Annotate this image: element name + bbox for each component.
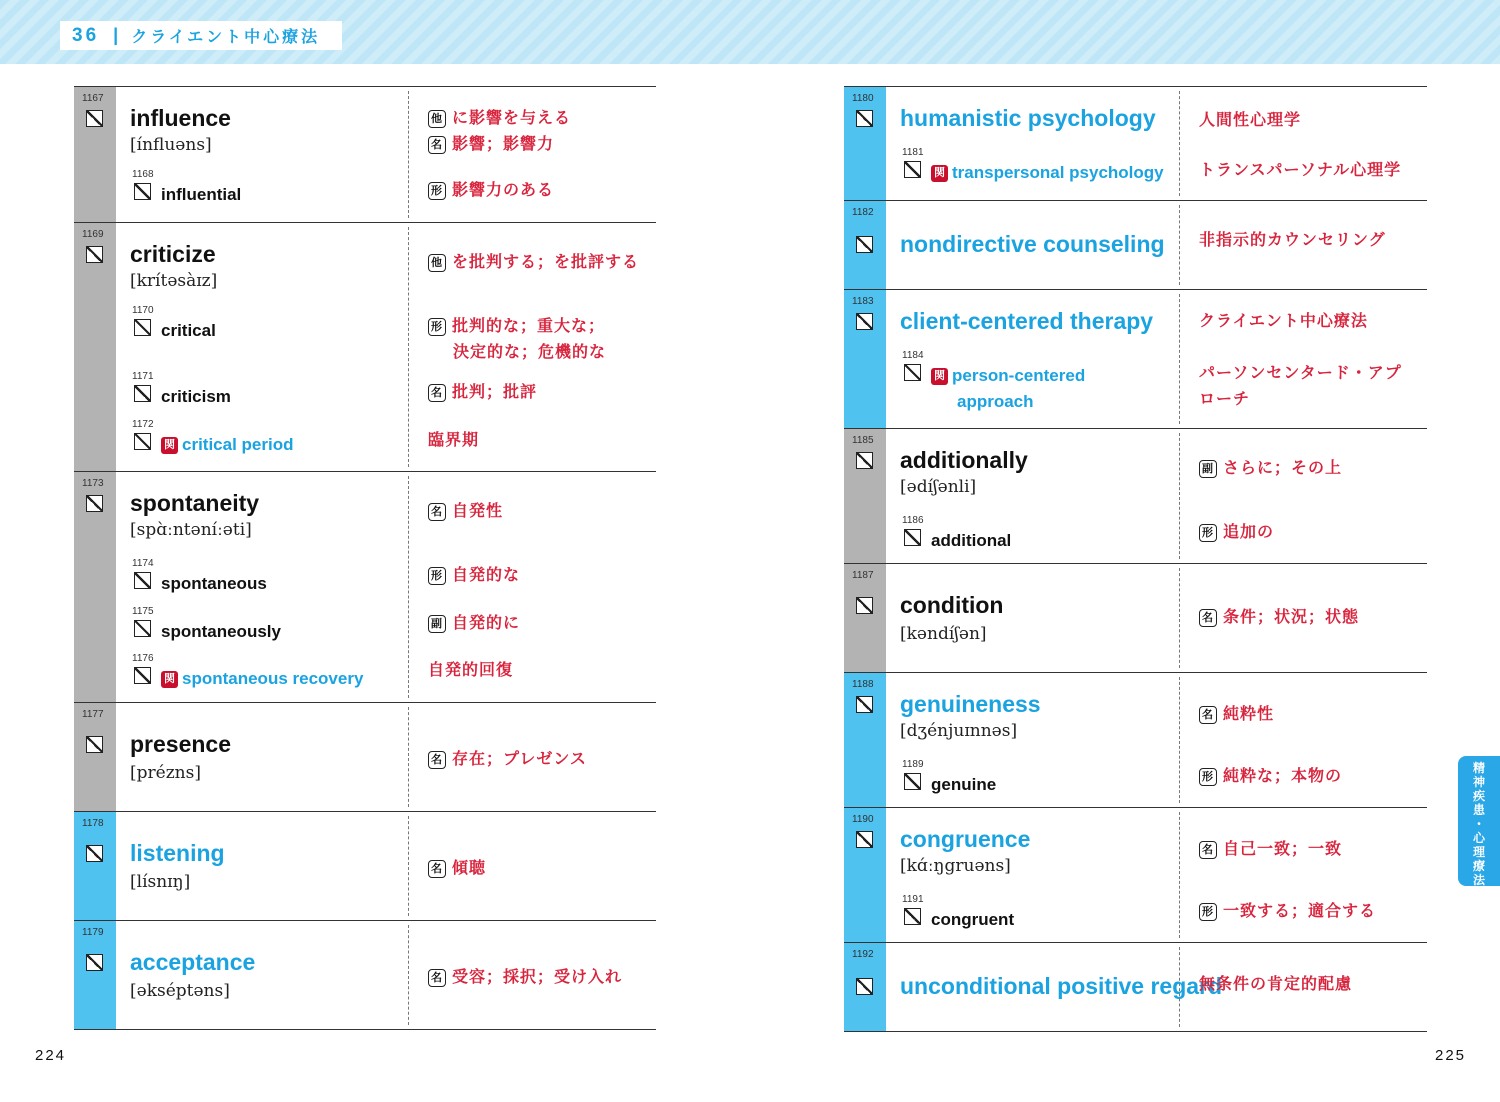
sub-definition <box>428 177 554 203</box>
definition-text: 無条件の肯定的配慮 <box>1199 974 1353 993</box>
sub-definition <box>1199 763 1342 789</box>
sub-entry <box>931 528 1011 554</box>
checkbox[interactable] <box>856 597 873 614</box>
column-divider <box>1179 812 1180 938</box>
entry-number: 1178 <box>82 818 104 829</box>
side-tab-char: 疾 <box>1472 789 1485 803</box>
sub-checkbox[interactable] <box>134 183 151 200</box>
entry-row <box>74 86 656 223</box>
entry-row <box>74 703 656 812</box>
definition-text: 自発性 <box>452 501 504 520</box>
right-page-table <box>844 86 1427 1032</box>
sub-checkbox[interactable] <box>904 908 921 925</box>
sub-entry-text: spontaneous recovery <box>182 669 364 688</box>
checkbox[interactable] <box>86 736 103 753</box>
sub-entry-text: congruent <box>931 910 1015 929</box>
sub-entry-number: 1175 <box>132 606 154 617</box>
related-badge: 関 <box>931 368 948 385</box>
definition <box>428 498 503 524</box>
column-divider <box>1179 677 1180 803</box>
headword: criticize <box>130 241 216 267</box>
definition-text: 自己一致；一致 <box>1223 839 1343 858</box>
chapter-label <box>60 21 342 50</box>
sub-entry <box>161 182 241 208</box>
entry-strip <box>74 223 116 471</box>
sub-entry-text: criticism <box>161 387 231 406</box>
entry-row <box>844 564 1427 673</box>
pronunciation: [prézns] <box>130 763 201 783</box>
column-divider <box>408 816 409 916</box>
definition-text: に影響を与える <box>452 108 572 127</box>
left-page-table <box>74 86 656 1030</box>
headword: presence <box>130 731 232 757</box>
pos-badge: 名 <box>428 503 446 521</box>
entry-row <box>844 429 1427 564</box>
sub-entry-text: influential <box>161 185 242 204</box>
pronunciation: [əkséptəns] <box>130 981 230 1001</box>
sub-entry-text: critical period <box>182 435 294 454</box>
side-tab-char: 心 <box>1472 831 1485 845</box>
checkbox[interactable] <box>86 954 103 971</box>
entry-row <box>844 201 1427 290</box>
entry-strip <box>844 943 886 1031</box>
sub-definition-text: 批判；批評 <box>452 382 538 401</box>
entry-number: 1185 <box>852 435 874 446</box>
entry-row <box>74 812 656 921</box>
sub-entry <box>161 318 216 344</box>
sub-definition-continued: ローチ <box>1199 389 1251 408</box>
definition-text: 人間性心理学 <box>1199 110 1302 129</box>
pos-badge: 他 <box>428 254 446 272</box>
definition <box>1199 971 1352 997</box>
headword: client-centered therapy <box>900 308 1154 334</box>
pos-badge: 形 <box>428 182 446 200</box>
page-number-right: 225 <box>1435 1047 1467 1064</box>
entry-number: 1190 <box>852 814 874 825</box>
section-side-tab <box>1458 756 1500 886</box>
sub-entry-number: 1184 <box>902 350 924 361</box>
pos-badge: 名 <box>428 860 446 878</box>
sub-entry <box>931 160 1164 186</box>
sub-entry-number: 1176 <box>132 653 154 664</box>
sub-definition <box>1199 157 1401 183</box>
entry-strip <box>844 808 886 942</box>
definition <box>1199 107 1301 133</box>
entry-row <box>844 808 1427 943</box>
definition-text: を批判する；を批評する <box>452 252 640 271</box>
definition <box>1199 308 1368 334</box>
definition <box>428 105 571 131</box>
headword: influence <box>130 105 231 131</box>
sub-checkbox[interactable] <box>904 529 921 546</box>
sub-checkbox[interactable] <box>904 773 921 790</box>
sub-entry-text: critical <box>161 321 216 340</box>
checkbox[interactable] <box>86 495 103 512</box>
headword: genuineness <box>900 691 1041 717</box>
checkbox[interactable] <box>856 110 873 127</box>
pronunciation: [kəndíʃən] <box>900 624 987 644</box>
pos-badge: 名 <box>428 751 446 769</box>
sub-entry-number: 1191 <box>902 894 924 905</box>
related-badge: 関 <box>931 165 948 182</box>
sub-entry-text: additional <box>931 531 1012 550</box>
sub-entry <box>931 772 996 798</box>
chapter-title: クライエント中心療法 <box>131 27 321 46</box>
sub-definition <box>1199 898 1376 924</box>
definition <box>1199 227 1386 253</box>
sub-definition <box>1199 519 1274 545</box>
definition <box>1199 836 1342 862</box>
entry-number: 1188 <box>852 679 874 690</box>
headword: acceptance <box>130 949 256 975</box>
sub-definition-text: トランスパーソナル心理学 <box>1199 160 1402 179</box>
entry-strip <box>844 290 886 428</box>
column-divider <box>408 91 409 218</box>
page-number-left: 224 <box>35 1047 67 1064</box>
pos-badge: 形 <box>1199 768 1217 786</box>
sub-entry <box>161 619 281 645</box>
definition <box>428 131 554 157</box>
pronunciation: [ədíʃənli] <box>900 477 977 497</box>
checkbox[interactable] <box>856 236 873 253</box>
sub-entry-continued: approach <box>957 392 1034 411</box>
entry-number: 1179 <box>82 927 104 938</box>
sub-entry-number: 1170 <box>132 305 154 316</box>
definition <box>428 249 639 275</box>
sub-definition-text: 臨界期 <box>428 430 480 449</box>
sub-definition-text: 純粋な；本物の <box>1223 766 1343 785</box>
entry-row <box>844 290 1427 429</box>
sub-checkbox[interactable] <box>134 572 151 589</box>
definition <box>428 964 622 990</box>
definition-text: 傾聴 <box>452 858 487 877</box>
side-tab-char: 精 <box>1472 761 1485 775</box>
sub-entry-number: 1189 <box>902 759 924 770</box>
chapter-number: 36 <box>72 24 100 46</box>
checkbox[interactable] <box>856 978 873 995</box>
sub-entry <box>931 363 1085 389</box>
definition-text: 受容；採択；受け入れ <box>452 967 623 986</box>
headword: additionally <box>900 447 1028 473</box>
sub-entry <box>161 432 293 458</box>
entry-number: 1180 <box>852 93 874 104</box>
column-divider <box>408 476 409 698</box>
entry-strip <box>844 429 886 563</box>
entry-number: 1167 <box>82 93 104 104</box>
sub-entry <box>161 571 267 597</box>
entry-strip <box>844 564 886 672</box>
side-tab-char: 理 <box>1472 845 1485 859</box>
sub-definition-continued: 決定的な；危機的な <box>453 342 607 361</box>
checkbox[interactable] <box>856 831 873 848</box>
checkbox[interactable] <box>856 696 873 713</box>
checkbox[interactable] <box>86 110 103 127</box>
entry-row <box>74 223 656 472</box>
column-divider <box>408 707 409 807</box>
definition-text: 存在；プレゼンス <box>452 749 587 768</box>
pos-badge: 他 <box>428 110 446 128</box>
headword: humanistic psychology <box>900 105 1156 131</box>
sub-checkbox[interactable] <box>134 667 151 684</box>
sub-definition <box>428 379 537 405</box>
sub-entry-text: spontaneous <box>161 574 267 593</box>
entry-strip <box>74 921 116 1029</box>
headword: condition <box>900 592 1004 618</box>
entry-strip <box>844 673 886 807</box>
entry-row <box>74 921 656 1030</box>
entry-number: 1182 <box>852 207 874 218</box>
side-tab-char: 法 <box>1472 873 1485 887</box>
pos-badge: 形 <box>1199 524 1217 542</box>
side-tab-char: 神 <box>1472 775 1485 789</box>
chapter-separator: | <box>113 25 122 45</box>
sub-entry-text: person-centered <box>952 366 1086 385</box>
sub-entry-text: genuine <box>931 775 997 794</box>
entry-row <box>844 86 1427 201</box>
checkbox[interactable] <box>856 313 873 330</box>
checkbox[interactable] <box>86 246 103 263</box>
sub-entry <box>161 666 363 692</box>
pos-badge: 副 <box>428 615 446 633</box>
pronunciation: [ínfluəns] <box>130 135 212 155</box>
entry-row <box>844 673 1427 808</box>
sub-definition <box>428 562 520 588</box>
sub-definition-text: 自発的に <box>452 613 521 632</box>
headword: congruence <box>900 826 1031 852</box>
pos-badge: 形 <box>428 318 446 336</box>
pronunciation: [spɑ̀ːntəníːəti] <box>130 520 252 540</box>
definition-text: さらに；その上 <box>1223 458 1343 477</box>
entry-strip <box>74 87 116 222</box>
sub-checkbox[interactable] <box>904 364 921 381</box>
sub-definition-text: 影響力のある <box>452 180 555 199</box>
sub-entry <box>931 907 1014 933</box>
pos-badge: 名 <box>428 969 446 987</box>
sub-entry-text: spontaneously <box>161 622 281 641</box>
sub-entry-number: 1174 <box>132 558 154 569</box>
side-tab-char: ・ <box>1472 817 1485 831</box>
pronunciation: [dʒénjuɪnnəs] <box>900 721 1018 741</box>
sub-entry-number: 1181 <box>902 147 924 158</box>
definition <box>428 746 587 772</box>
sub-entry-number: 1186 <box>902 515 924 526</box>
entry-strip <box>844 201 886 289</box>
pos-badge: 名 <box>1199 609 1217 627</box>
checkbox[interactable] <box>86 845 103 862</box>
headword: nondirective counseling <box>900 231 1165 257</box>
definition <box>1199 701 1274 727</box>
definition <box>1199 604 1359 630</box>
pronunciation: [kɑ́ːŋgruəns] <box>900 856 1011 876</box>
entry-row <box>844 943 1427 1032</box>
pos-badge: 形 <box>1199 903 1217 921</box>
definition-text: 純粋性 <box>1223 704 1275 723</box>
sub-checkbox[interactable] <box>134 433 151 450</box>
sub-definition-text: 自発的回復 <box>428 660 514 679</box>
pos-badge: 副 <box>1199 460 1217 478</box>
pos-badge: 名 <box>428 136 446 154</box>
sub-definition-text: パーソンセンタード・アプ <box>1199 363 1402 382</box>
entry-strip <box>844 87 886 200</box>
sub-definition-text: 一致する；適合する <box>1223 901 1377 920</box>
pos-badge: 名 <box>1199 841 1217 859</box>
column-divider <box>1179 433 1180 559</box>
sub-entry-number: 1172 <box>132 419 154 430</box>
column-divider <box>408 227 409 467</box>
sub-checkbox[interactable] <box>134 319 151 336</box>
entry-number: 1187 <box>852 570 874 581</box>
entry-number: 1183 <box>852 296 874 307</box>
definition-text: クライエント中心療法 <box>1199 311 1368 330</box>
headword: spontaneity <box>130 490 260 516</box>
definition-text: 条件；状況；状態 <box>1223 607 1360 626</box>
definition-text: 非指示的カウンセリング <box>1199 230 1386 249</box>
pronunciation: [lísnɪŋ] <box>130 872 191 892</box>
headword: unconditional positive regard <box>900 973 1223 999</box>
sub-definition <box>1199 360 1402 386</box>
side-tab-char: 療 <box>1472 859 1485 873</box>
column-divider <box>408 925 409 1025</box>
entry-strip <box>74 472 116 702</box>
entry-strip <box>74 812 116 920</box>
pos-badge: 形 <box>428 567 446 585</box>
sub-definition <box>428 313 605 339</box>
sub-checkbox[interactable] <box>134 385 151 402</box>
related-badge: 関 <box>161 437 178 454</box>
side-tab-char: 患 <box>1472 803 1485 817</box>
definition <box>428 855 486 881</box>
sub-entry <box>161 384 231 410</box>
definition <box>1199 455 1342 481</box>
related-badge: 関 <box>161 671 178 688</box>
entry-number: 1173 <box>82 478 104 489</box>
sub-checkbox[interactable] <box>134 620 151 637</box>
definition-text: 影響；影響力 <box>452 134 555 153</box>
entry-number: 1169 <box>82 229 104 240</box>
column-divider <box>1179 294 1180 424</box>
column-divider <box>1179 91 1180 196</box>
sub-definition <box>428 657 513 683</box>
pronunciation: [krítəsàɪz] <box>130 271 218 291</box>
column-divider <box>1179 205 1180 285</box>
pos-badge: 名 <box>428 384 446 402</box>
sub-entry-text: transpersonal psychology <box>952 163 1164 182</box>
sub-definition <box>428 610 520 636</box>
headword: listening <box>130 840 225 866</box>
sub-definition <box>428 427 479 453</box>
pos-badge: 名 <box>1199 706 1217 724</box>
checkbox[interactable] <box>856 452 873 469</box>
entry-number: 1192 <box>852 949 874 960</box>
entry-row <box>74 472 656 703</box>
sub-definition-text: 批判的な；重大な； <box>452 316 606 335</box>
sub-definition-text: 追加の <box>1223 522 1275 541</box>
sub-entry-number: 1171 <box>132 371 154 382</box>
sub-checkbox[interactable] <box>904 161 921 178</box>
entry-number: 1177 <box>82 709 104 720</box>
sub-entry-number: 1168 <box>132 169 154 180</box>
column-divider <box>1179 568 1180 668</box>
sub-definition-text: 自発的な <box>452 565 521 584</box>
entry-strip <box>74 703 116 811</box>
